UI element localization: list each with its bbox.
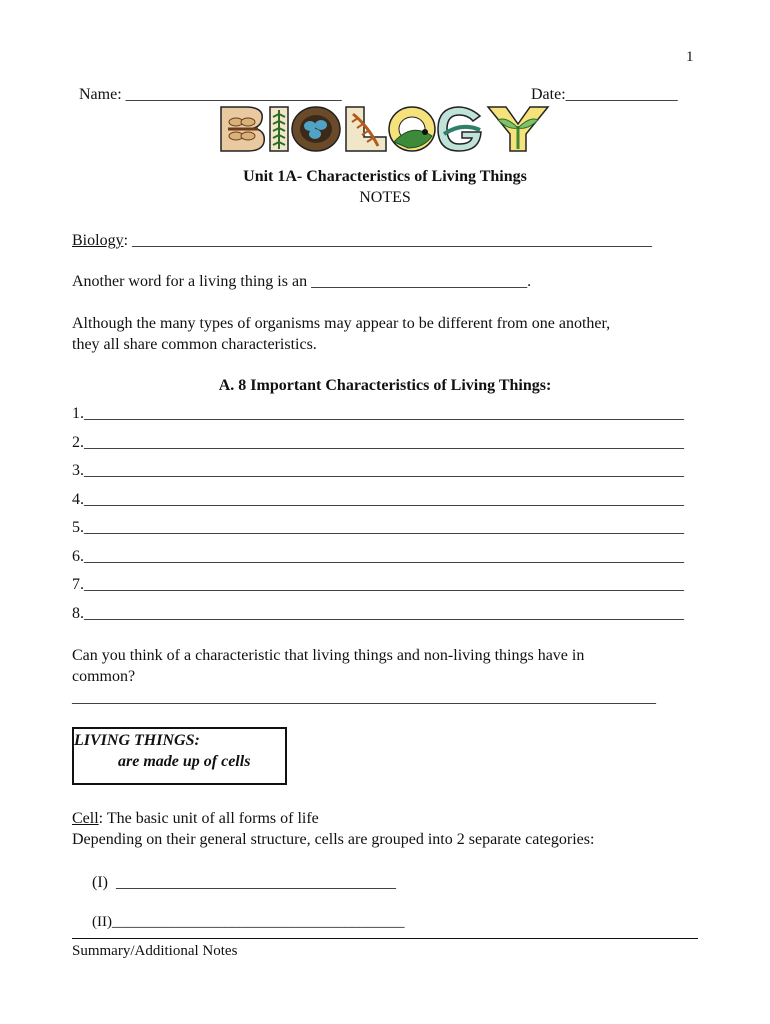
footer-divider: [72, 938, 698, 939]
living-things-subtext: are made up of cells: [118, 753, 251, 770]
banner-letter-g: [438, 107, 481, 151]
banner-letter-o-frog: [389, 107, 435, 151]
category-blank-2[interactable]: (II)_______________________________________: [92, 914, 405, 930]
section-a-heading: A. 8 Important Characteristics of Living Things:: [218, 377, 552, 394]
biology-banner-logo: [218, 104, 566, 154]
cell-definition-text: : The basic unit of all forms of life: [98, 810, 319, 827]
characteristic-line-3[interactable]: 3.___________________________________________________________________________: [72, 462, 684, 479]
characteristic-line-8[interactable]: 8.___________________________________________________________________________: [72, 605, 684, 622]
biology-term: Biology: [72, 232, 124, 249]
page-number: 1: [686, 49, 694, 65]
characteristic-line-5[interactable]: 5.___________________________________________________________________________: [72, 519, 684, 536]
banner-letter-i: [270, 107, 288, 151]
living-things-heading: LIVING THINGS:: [74, 732, 200, 749]
living-things-callout-box: [72, 727, 287, 785]
name-field[interactable]: Name: ___________________________: [79, 86, 342, 103]
banner-letter-y: [488, 107, 548, 151]
organism-sentence[interactable]: Another word for a living thing is an ___________________________.: [72, 273, 532, 290]
cell-term: Cell: [72, 810, 99, 827]
question-line-2: common?: [72, 668, 136, 685]
page-title: Unit 1A- Characteristics of Living Things: [243, 168, 527, 185]
characteristic-line-1[interactable]: 1.___________________________________________________________________________: [72, 405, 684, 422]
banner-letter-l: [346, 107, 386, 151]
question-line-1: Can you think of a characteristic that living things and non-living things have in: [72, 647, 585, 664]
banner-letter-b: [221, 107, 264, 151]
characteristic-line-4[interactable]: 4.___________________________________________________________________________: [72, 491, 684, 508]
cell-definition-line: [72, 809, 319, 829]
question-answer-blank[interactable]: _________________________________________________________________________: [72, 689, 656, 706]
biology-definition-line[interactable]: [72, 231, 652, 251]
category-blank-1[interactable]: (I) ___________________________________: [92, 874, 396, 891]
cell-categories-text: Depending on their general structure, cells are grouped into 2 separate categories:: [72, 831, 595, 848]
intro-paragraph-line-1: Although the many types of organisms may appear to be different from one another,: [72, 315, 611, 332]
footer-summary-label: Summary/Additional Notes: [72, 943, 238, 959]
intro-paragraph-line-2: they all share common characteristics.: [72, 336, 317, 353]
characteristic-line-7[interactable]: 7.___________________________________________________________________________: [72, 576, 684, 593]
characteristic-line-6[interactable]: 6.___________________________________________________________________________: [72, 548, 684, 565]
date-field[interactable]: Date:______________: [531, 86, 678, 103]
characteristic-line-2[interactable]: 2.___________________________________________________________________________: [72, 434, 684, 451]
page-subtitle: NOTES: [359, 189, 411, 206]
banner-letter-o-nest: [292, 107, 340, 151]
biology-blank: : _________________________________________________________________: [123, 232, 653, 249]
